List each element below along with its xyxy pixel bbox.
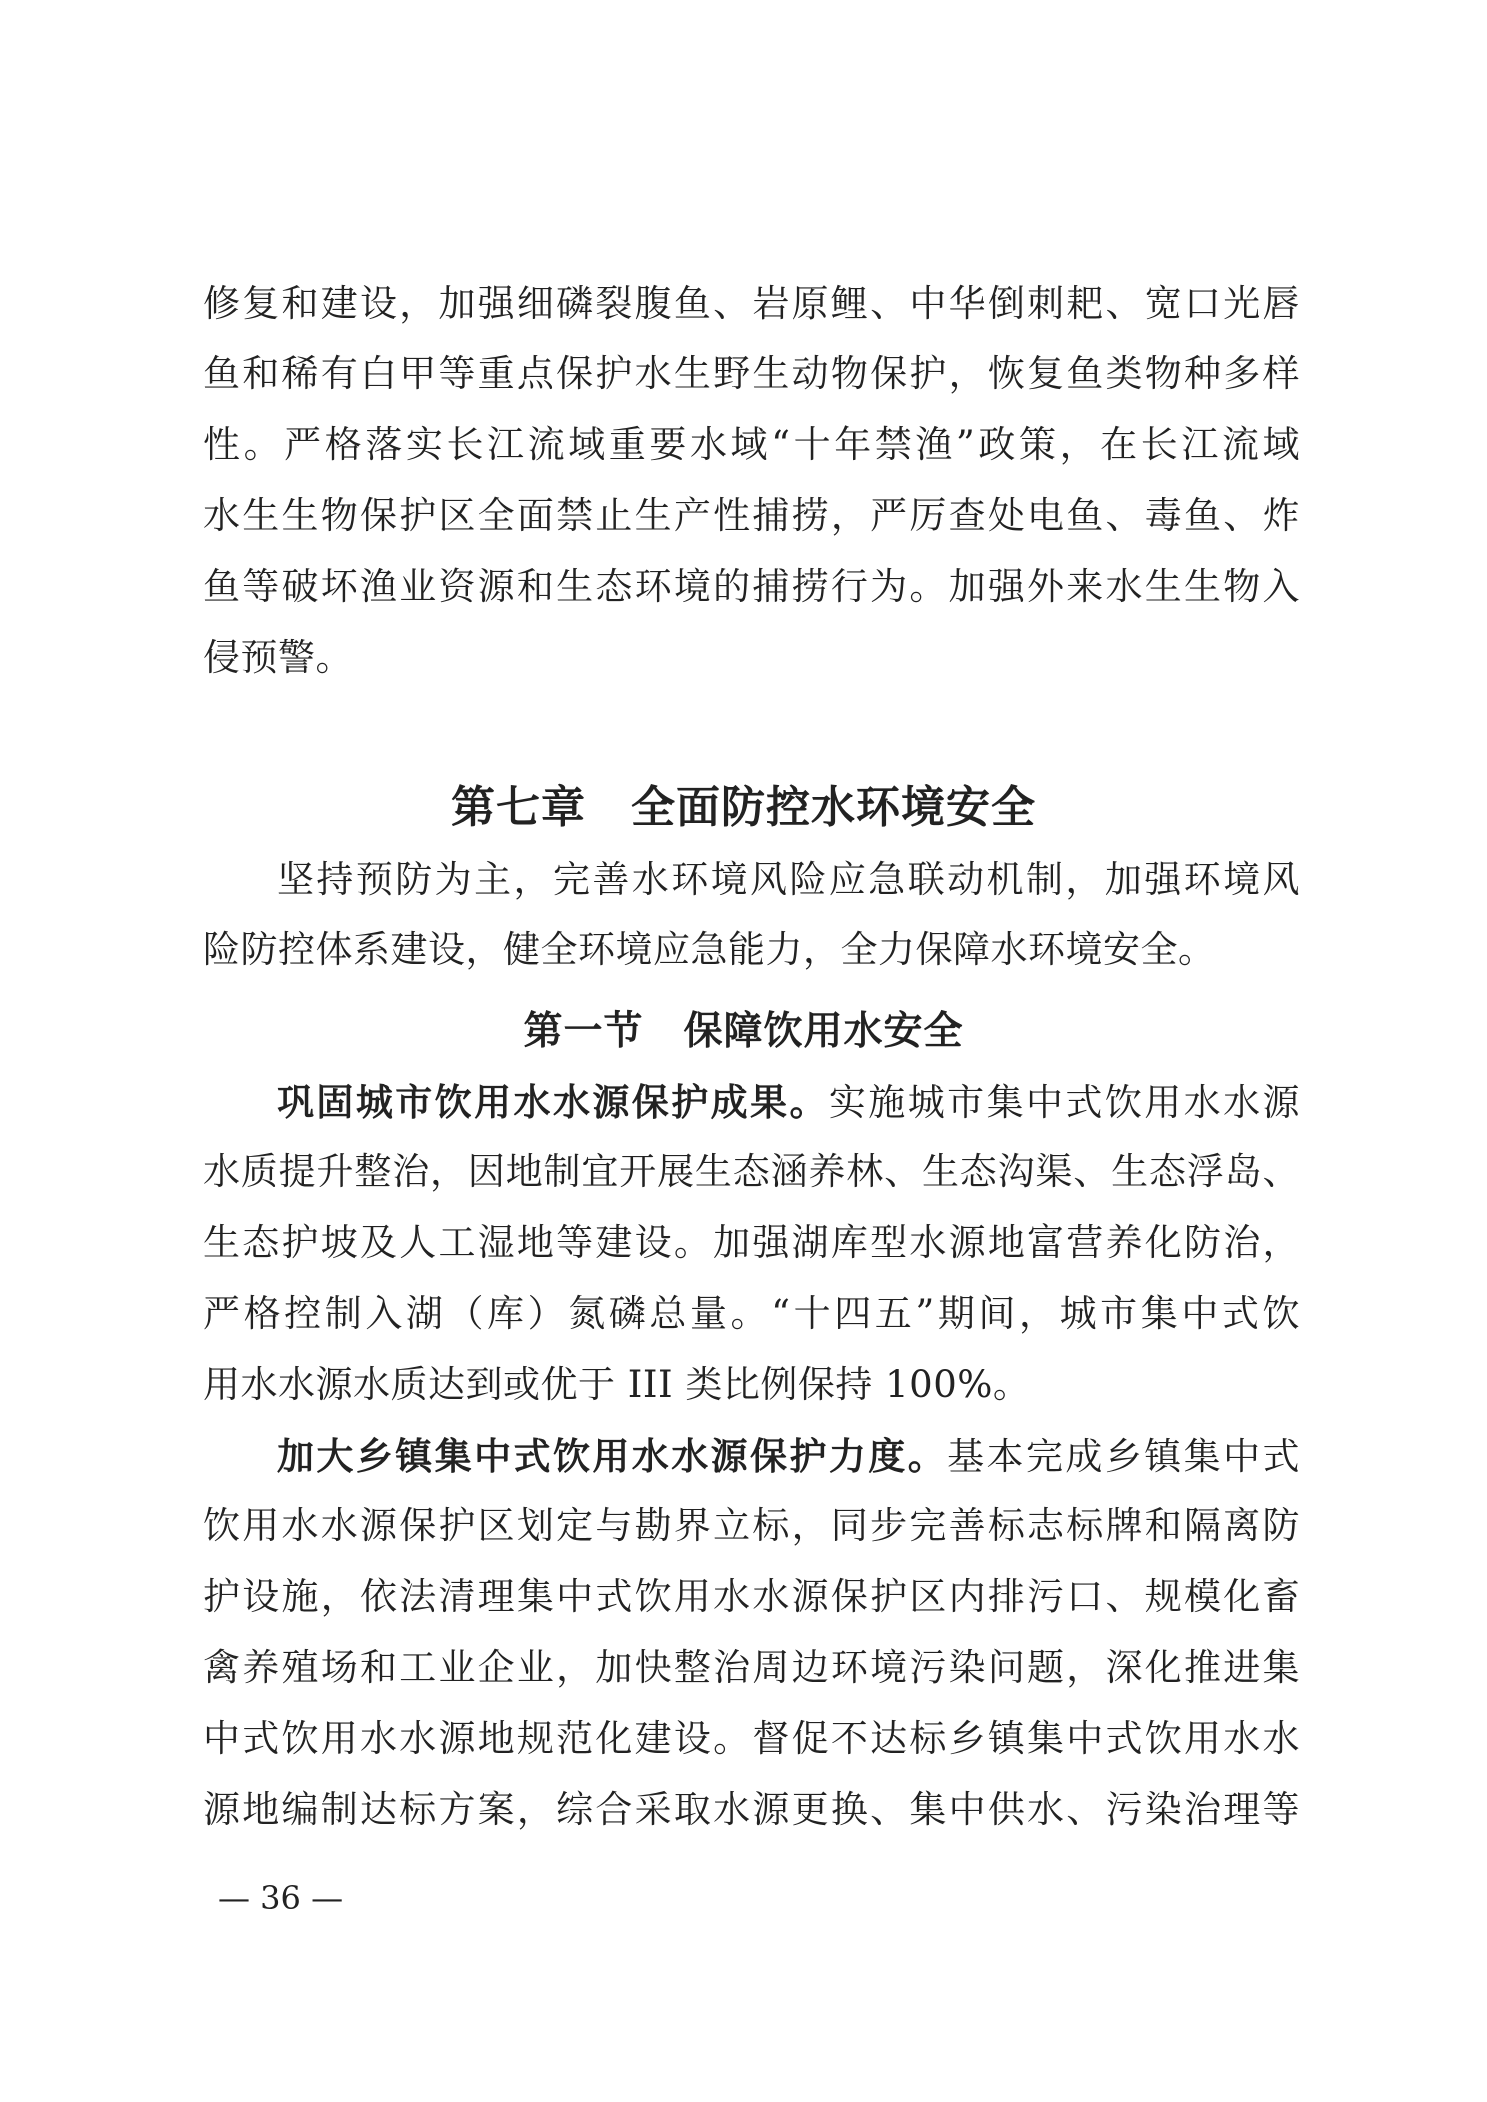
paragraph-lead: 巩固城市饮用水水源保护成果。	[277, 1080, 829, 1124]
paragraph-line: 中式饮用水水源地规范化建设。督促不达标乡镇集中式饮用水水	[203, 1717, 1300, 1760]
paragraph-line: 严格控制入湖（库）氮磷总量。“十四五”期间，城市集中式饮	[203, 1292, 1300, 1335]
paragraph-line: 鱼等破坏渔业资源和生态环境的捕捞行为。加强外来水生生物入	[203, 565, 1300, 608]
paragraph-line: 修复和建设，加强细磷裂腹鱼、岩原鲤、中华倒刺耙、宽口光唇	[203, 282, 1300, 325]
page-number: — 36 —	[218, 1879, 344, 1917]
paragraph-line: 用水水源水质达到或优于 III 类比例保持 100%。	[203, 1363, 1031, 1406]
paragraph-line: 禽养殖场和工业企业，加快整治周边环境污染问题，深化推进集	[203, 1646, 1300, 1689]
paragraph-line: 水质提升整治，因地制宜开展生态涵养林、生态沟渠、生态浮岛、	[203, 1150, 1300, 1193]
paragraph-line	[203, 1434, 1300, 1478]
paragraph-line: 坚持预防为主，完善水环境风险应急联动机制，加强环境风	[277, 858, 1300, 901]
paragraph-line: 护设施，依法清理集中式饮用水水源保护区内排污口、规模化畜	[203, 1575, 1300, 1618]
paragraph-line: 水生生物保护区全面禁止生产性捕捞，严厉查处电鱼、毒鱼、炸	[203, 494, 1300, 537]
paragraph-text: 基本完成乡镇集中式	[947, 1435, 1301, 1478]
paragraph-line: 源地编制达标方案，综合采取水源更换、集中供水、污染治理等	[203, 1788, 1300, 1831]
paragraph-lead: 加大乡镇集中式饮用水水源保护力度。	[277, 1434, 948, 1478]
paragraph-line	[203, 1080, 1300, 1124]
paragraph-line: 生态护坡及人工湿地等建设。加强湖库型水源地富营养化防治，	[203, 1221, 1300, 1264]
paragraph-line: 鱼和稀有白甲等重点保护水生野生动物保护，恢复鱼类物种多样	[203, 352, 1300, 395]
paragraph-text: 实施城市集中式饮用水水源	[828, 1081, 1301, 1124]
paragraph-line: 饮用水水源保护区划定与勘界立标，同步完善标志标牌和隔离防	[203, 1504, 1300, 1547]
paragraph-line: 性。严格落实长江流域重要水域“十年禁渔”政策，在长江流域	[203, 423, 1300, 466]
chapter-title: 第七章 全面防控水环境安全	[451, 782, 1036, 833]
paragraph-line: 险防控体系建设，健全环境应急能力，全力保障水环境安全。	[203, 928, 1216, 971]
section-title: 第一节 保障饮用水安全	[523, 1009, 964, 1054]
paragraph-line: 侵预警。	[203, 636, 353, 679]
